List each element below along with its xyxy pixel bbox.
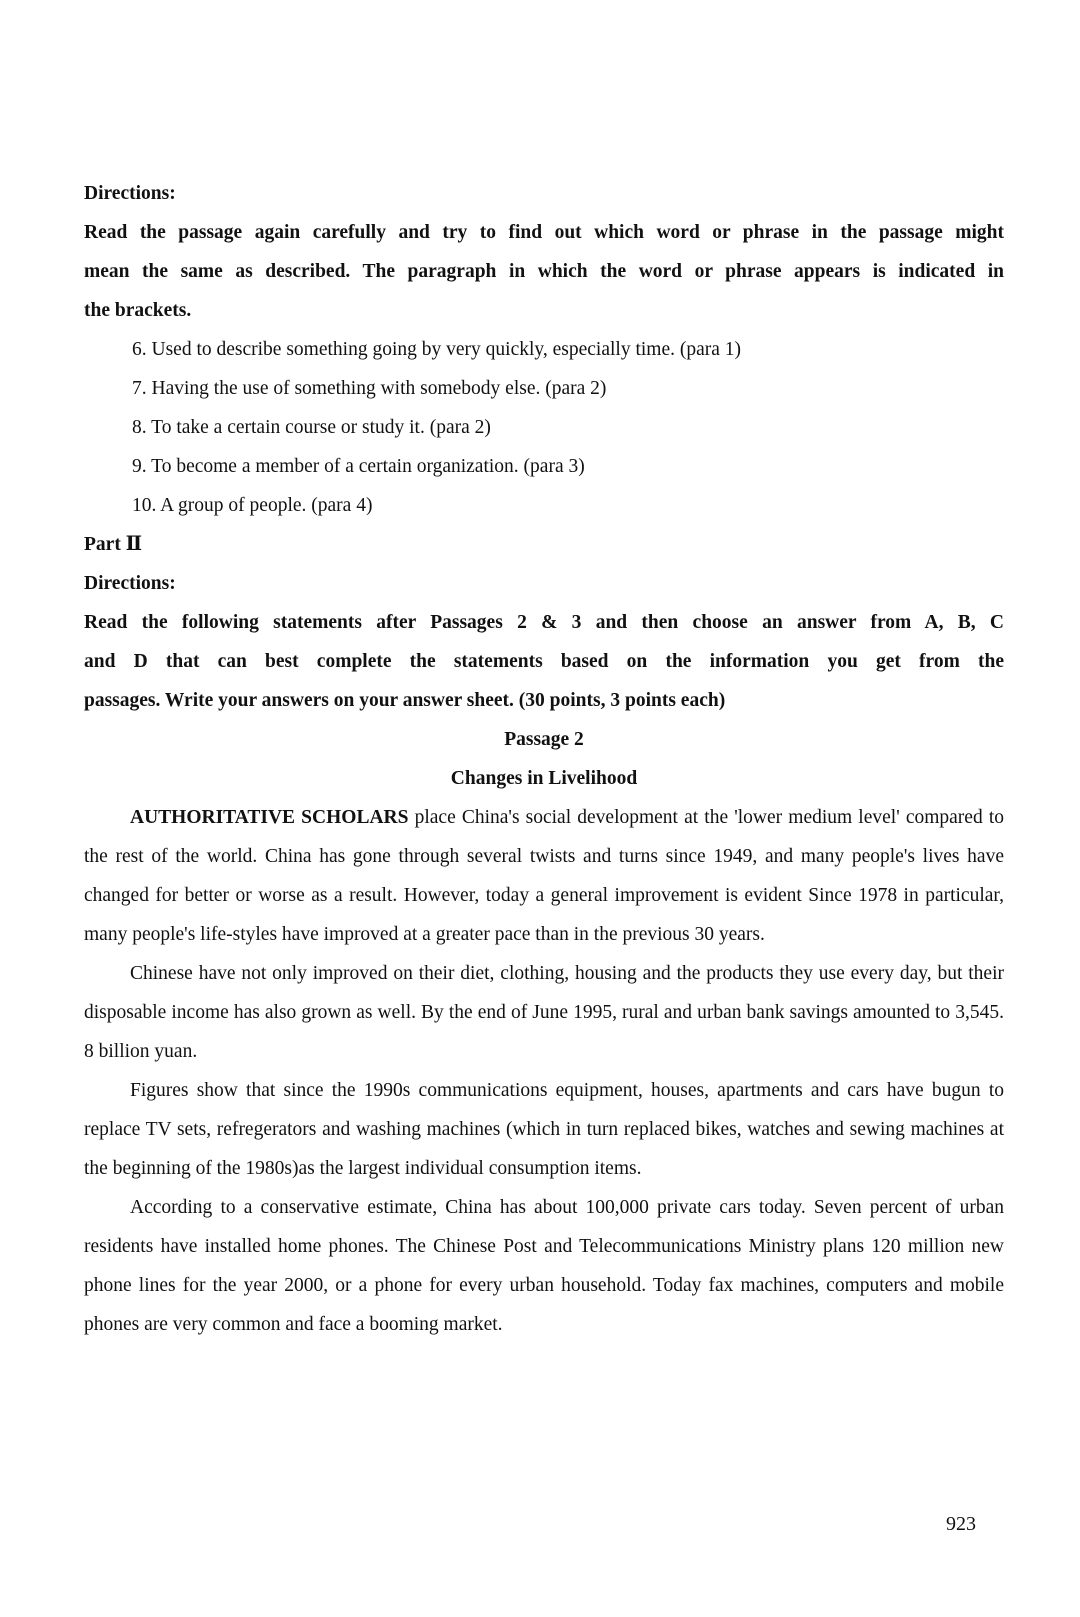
directions-text-line: Read the following statements after Passages 2 & 3 and then choose an answer from A, B, C xyxy=(84,612,1004,633)
passage-title: Changes in Livelihood xyxy=(450,768,638,789)
passage-paragraph-3: Figures show that since the 1990s communications equipment, houses, apartments and cars have bugun to replace TV sets, refregerators and washing machines (which in turn replaced bikes, watches and sewing machines at the beginning of the 1980s)as the largest individual consumption items. xyxy=(84,1080,1004,1179)
directions-heading: Directions: xyxy=(84,183,176,204)
paragraph-text: place China's social development at the 'lower medium level' compared to the rest of the world. China has gone through several twists and turns since 1949, and many people's lives have changed for better or worse as a result. However, today a general improvement is evident Since 1978 in particular, many people's life-styles have improved at a greater pace than in the previous 30 years. xyxy=(84,807,1005,945)
vocabulary-item: 10. A group of people. (para 4) xyxy=(132,495,373,516)
vocabulary-item: 9. To become a member of a certain organization. (para 3) xyxy=(132,456,585,477)
directions-heading: Directions: xyxy=(84,573,176,594)
passage-paragraph-1 xyxy=(84,798,1004,954)
vocabulary-item: 6. Used to describe something going by very quickly, especially time. (para 1) xyxy=(132,339,742,360)
directions-text-line: mean the same as described. The paragraph in which the word or phrase appears is indicated in xyxy=(84,261,1004,282)
vocabulary-item: 8. To take a certain course or study it. (para 2) xyxy=(132,417,491,438)
directions-text-line: passages. Write your answers on your answer sheet. (30 points, 3 points each) xyxy=(84,690,726,711)
page-content xyxy=(84,174,1004,1344)
passage-paragraph-2: Chinese have not only improved on their diet, clothing, housing and the products they use every day, but their disposable income has also grown as well. By the end of June 1995, rural and urban bank savings amounted to 3,545. 8 billion yuan. xyxy=(84,963,1004,1062)
passage-label: Passage 2 xyxy=(504,729,584,750)
directions-text-line: Read the passage again carefully and try to find out which word or phrase in the passage might xyxy=(84,222,1004,243)
part-heading: Part Ⅱ xyxy=(84,534,143,555)
directions-text-line: the brackets. xyxy=(84,300,192,321)
passage-paragraph-4: According to a conservative estimate, China has about 100,000 private cars today. Seven percent of urban residents have installed home phones. The Chinese Post and Telecommunications Ministry plans 120 million new phone lines for the year 2000, or a phone for every urban household. Today fax machines, computers and mobile phones are very common and face a booming market. xyxy=(84,1197,1004,1335)
paragraph-lead-text: AUTHORITATIVE SCHOLARS xyxy=(130,807,409,828)
page-number: 923 xyxy=(946,1513,976,1535)
directions-text-line: and D that can best complete the statements based on the information you get from the xyxy=(84,651,1004,672)
vocabulary-item: 7. Having the use of something with somebody else. (para 2) xyxy=(132,378,607,399)
